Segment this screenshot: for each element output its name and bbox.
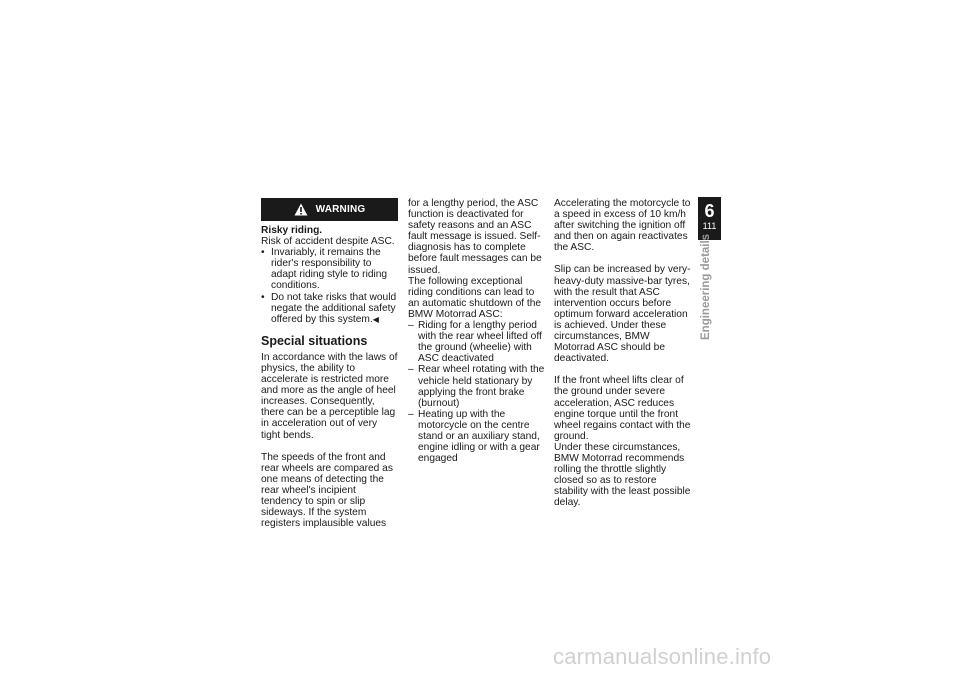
paragraph-2-part-1: The speeds of the front and rear wheels are compared as one means of detecting the rear wheel's incipient tendency to spin or slip sideways. If the system registers implausible values — [261, 451, 393, 530]
warning-box — [261, 198, 398, 221]
chapter-number: 6 — [704, 201, 715, 221]
list-item: – Rear wheel rotating with the vehicle held stationary by applying the front brake (burnout) — [408, 364, 545, 409]
list-item: • Do not take risks that would negate the additional safety offered by this system.◀ — [261, 291, 397, 325]
paragraph-4: Accelerating the motorcycle to a speed in excess of 10 km/h after switching the ignition off and then on again reactivates the ASC. — [554, 198, 691, 254]
warning-bullet-list — [261, 247, 398, 325]
paragraph-7: Under these circumstances, BMW Motorrad recommends rolling the throttle slightly closed so as to restore stability with the least possible delay. — [554, 441, 691, 509]
list-item: – Heating up with the motorcycle on the centre stand or an auxiliary stand, engine idling or with a gear engaged — [408, 408, 540, 465]
warning-intro: Risk of accident despite ASC. — [261, 236, 395, 248]
warning-heading: Risky riding. — [261, 225, 323, 236]
warning-label: WARNING — [315, 203, 366, 215]
shutdown-conditions-list — [408, 320, 545, 464]
chapter-title: Engineering details — [700, 233, 712, 340]
paragraph-5: Slip can be increased by very-heavy-duty massive-bar tyres, with the result that ASC intervention occurs before optimum forward acceleration is achieved. Under these circumstances, BMW Motorrad ASC should be deactivated. — [554, 264, 691, 365]
column-2 — [408, 198, 545, 464]
bullet-icon: • — [261, 291, 265, 303]
bullet-icon: • — [261, 247, 265, 259]
dash-icon: – — [408, 320, 414, 332]
warning-triangle-icon — [294, 203, 308, 216]
list-item: – Riding for a lengthy period with the rear wheel lifted off the ground (wheelie) with ASC deactivated — [408, 320, 542, 365]
paragraph-3: The following exceptional riding conditions can lead to an automatic shutdown of the BMW Motorrad ASC: — [408, 275, 542, 320]
watermark: carmanualsonline.info — [553, 644, 772, 669]
dash-icon: – — [408, 364, 414, 376]
paragraph-6: If the front wheel lifts clear of the ground under severe acceleration, ASC reduces engine torque until the front wheel regains contact with the ground. — [554, 375, 691, 442]
paragraph-2-part-2: for a lengthy period, the ASC function is deactivated for safety reasons and an ASC fault message is issued. Self-diagnosis has to complete before fault messages can be issued. — [408, 198, 542, 276]
list-item: • Invariably, it remains the rider's responsibility to adapt riding style to riding conditions. — [261, 247, 388, 292]
column-1 — [261, 198, 398, 529]
paragraph-1: In accordance with the laws of physics, the ability to accelerate is restricted more and more as the angle of heel increases. Consequently, there can be a perceptible lag in acceleration out of very tight bends. — [261, 351, 398, 441]
section-title: Special situations — [261, 333, 368, 348]
end-of-section-marker: ◀ — [372, 314, 379, 324]
page-number: 111 — [702, 221, 717, 231]
column-3 — [554, 198, 691, 508]
dash-icon: – — [408, 408, 414, 420]
